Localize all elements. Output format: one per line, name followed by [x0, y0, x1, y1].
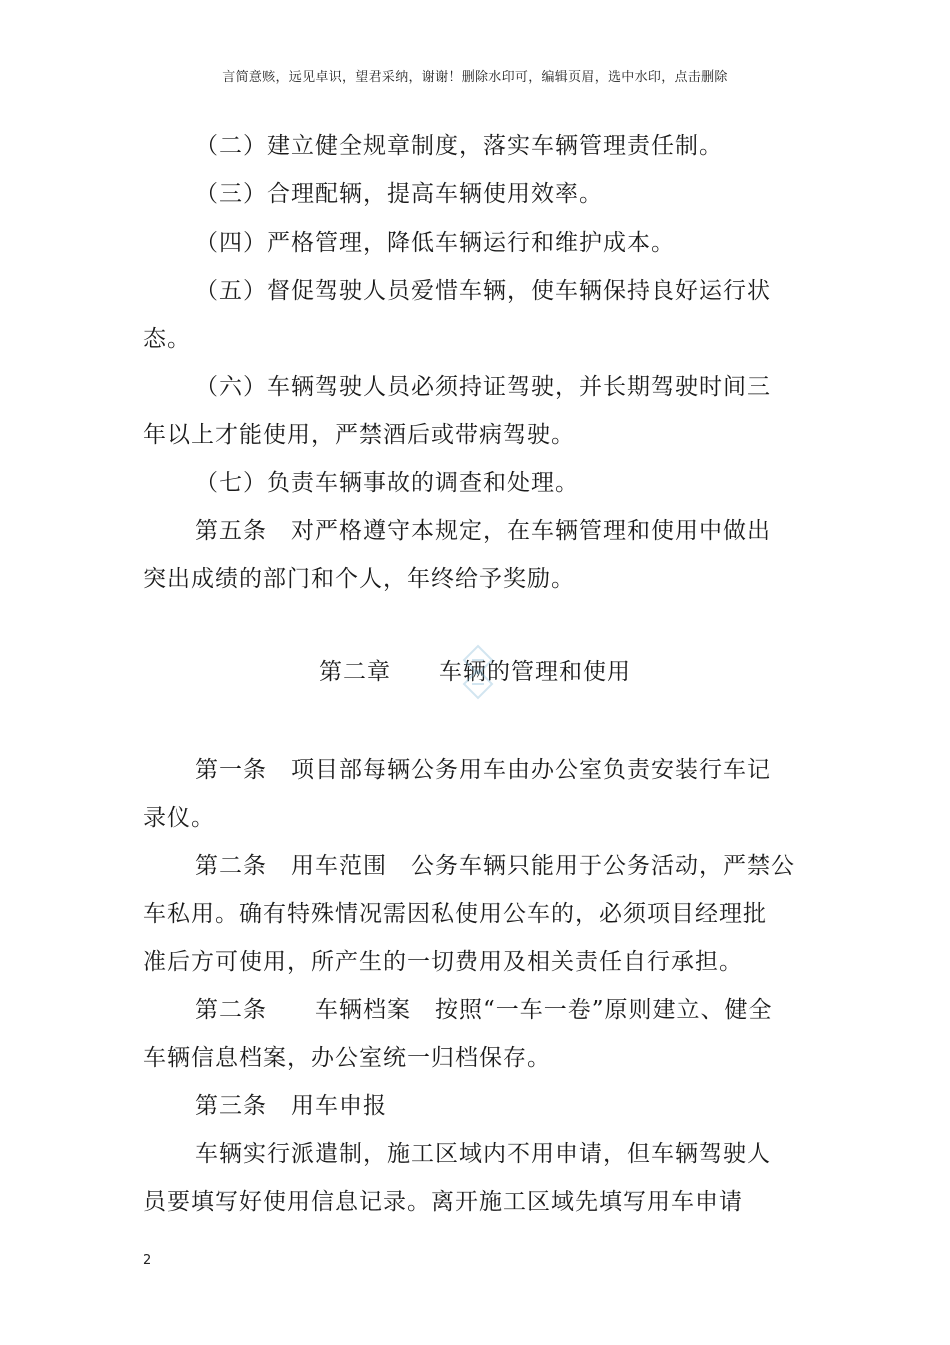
text-line: 准后方可使用，所产生的一切费用及相关责任自行承担。 [143, 949, 743, 975]
text-line: （六）车辆驾驶人员必须持证驾驶，并长期驾驶时间三 [195, 374, 771, 400]
text-line: 第一条 项目部每辆公务用车由办公室负责安装行车记 [195, 757, 771, 783]
text-line: （七）负责车辆事故的调查和处理。 [195, 470, 579, 496]
text-line: 第三条 用车申报 [195, 1093, 387, 1119]
text-line: 年以上才能使用，严禁酒后或带病驾驶。 [143, 422, 575, 448]
text-line: （二）建立健全规章制度，落实车辆管理责任制。 [195, 133, 723, 159]
text-line: （五）督促驾驶人员爱惜车辆，使车辆保持良好运行状 [195, 278, 771, 304]
text-line: 第五条 对严格遵守本规定，在车辆管理和使用中做出 [195, 518, 771, 544]
text-line: 第二条 用车范围 公务车辆只能用于公务活动，严禁公 [195, 853, 795, 879]
text-line: 车辆实行派遣制，施工区域内不用申请，但车辆驾驶人 [195, 1141, 771, 1167]
document-watermark-icon [458, 642, 498, 702]
text-line: 第二条 车辆档案 按照“一车一卷”原则建立、健全 [195, 997, 773, 1023]
text-line: 员要填写好使用信息记录。离开施工区域先填写用车申请 [143, 1189, 743, 1215]
text-line: 突出成绩的部门和个人，年终给予奖励。 [143, 566, 575, 592]
text-line: （四）严格管理，降低车辆运行和维护成本。 [195, 230, 675, 256]
text-line: 车私用。确有特殊情况需因私使用公车的，必须项目经理批 [143, 901, 767, 927]
text-line: 态。 [143, 326, 191, 352]
text-line: 车辆信息档案，办公室统一归档保存。 [143, 1045, 551, 1071]
page-number: 2 [143, 1253, 152, 1268]
text-line: 录仪。 [143, 805, 215, 831]
chapter-title: 第二章 车辆的管理和使用 [319, 659, 631, 685]
header-note: 言简意赅，远见卓识，望君采纳，谢谢！删除水印可，编辑页眉，选中水印，点击删除 [222, 70, 728, 85]
text-line: （三）合理配辆，提高车辆使用效率。 [195, 181, 603, 207]
